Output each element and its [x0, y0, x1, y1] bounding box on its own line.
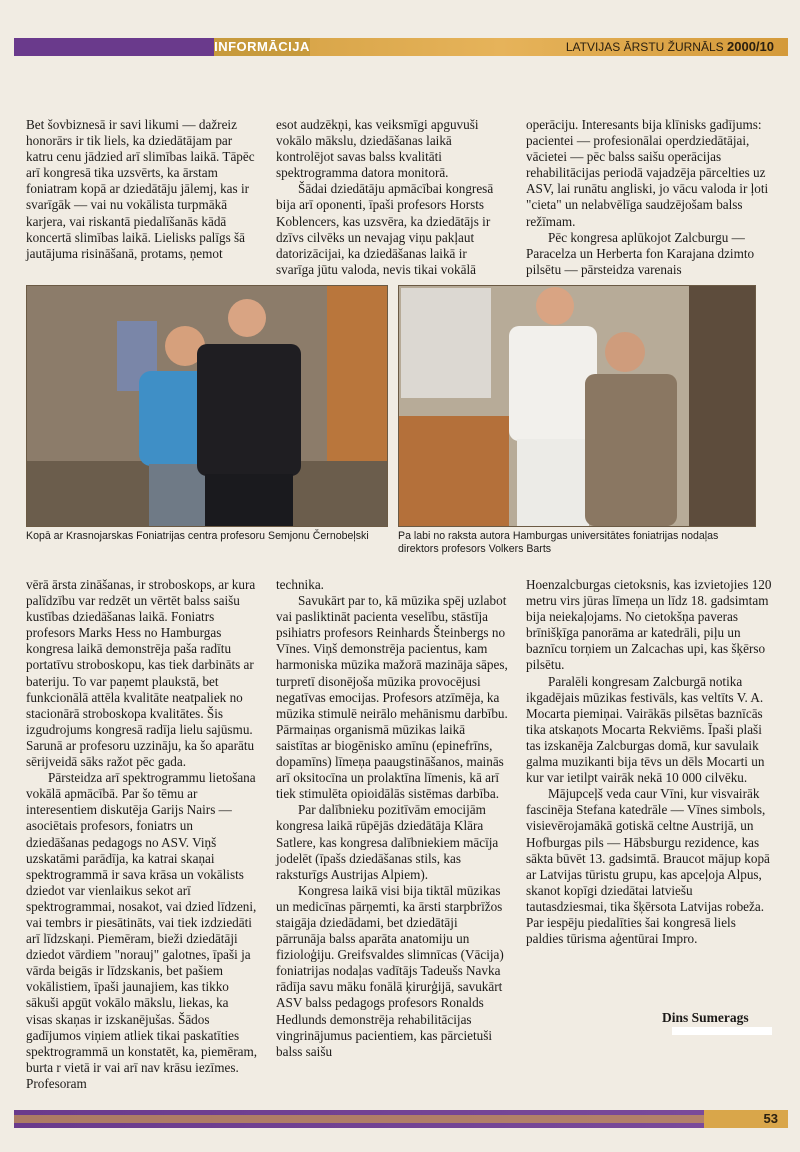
photo-left	[26, 285, 388, 527]
column-2-top	[276, 117, 508, 278]
paragraph: Pārsteidza arī spektrogrammu lietošana vokālā apmācībā. Par šo tēmu ar interesentiem diskutēja Garijs Nairs — asociētais profesors, foniatrs un dziedāšanas pedagogs no ASV. Viņš uzskatāmi parādīja, ka katrai skaņai spektrogrammā ir sava krāsa un vokālists dziedot var vienlaikus sekot arī spektrogrammai, nosakot, vai dzied līdzeni, vai tembrs ir piesātināts, vai tiek izdziedāti arī līdzskaņi. Piemēram, bieži dziedātāji dziedot vārdiem "norauj" galotnes, īpaši ja vārda beigās ir līdzskanis, bet pašiem vokālistiem, īpaši jaunajiem, kas tikko sākuši apgūt vokālo mākslu, liekas, ka visas skaņas ir izskanējušas. Šādos gadījumos viņiem atliek tikai paskatīties spektrogrammā un konstatēt, ka, piemēram, burta r vietā ir vai arī nav krāsu iezīmes. Profesoram	[26, 770, 258, 1091]
page-footer	[0, 1110, 800, 1128]
photo-caption-left: Kopā ar Krasnojarskas Foniatrijas centra profesoru Semjonu Černobeļski	[26, 530, 369, 542]
column-1-top	[26, 117, 258, 262]
paragraph: esot audzēkņi, kas veiksmīgi apguvuši vokālo mākslu, dziedāšanas laikā kontrolējot savas balss kvalitāti spektrogramma datora monitorā.	[276, 117, 479, 181]
paragraph: technika.	[276, 577, 324, 592]
photo-caption-right: Pa labi no raksta autora Hamburgas universitātes foniatrijas nodaļas direktors profesors Volkers Barts	[398, 530, 719, 555]
header-accent-bar	[14, 38, 214, 56]
author-signature: Dins Sumerags	[662, 1010, 749, 1025]
paragraph: Par dalībnieku pozitīvām emocijām kongresa laikā rūpējās dziedātāja Klāra Satlere, kas kongresa dalībniekiem mācīja jodelēt (īpašs dziedāšanas stils, kas raksturīgs Austrijas Alpiem).	[276, 802, 499, 882]
paragraph: Bet šovbiznesā ir savi likumi — dažreiz honorārs ir tik liels, ka dziedātājam par katru cenu jādzied arī slimības laikā. Tāpēc arī kongresā tika uzsvērts, ka ārstam foniatram kopā ar dziedātāju jālemj, kas ir svarīgāk — vai nu vokālista turpmākā karjera, vai riskantā piedalīšanās kādā koncertā slimības laikā. Lielisks palīgs šā jautājuma risināšanā, protams, ņemot	[26, 117, 255, 261]
page-header	[0, 38, 800, 56]
paragraph: operāciju. Interesants bija klīnisks gadījums: pacientei — profesionālai operdziedātājai, vācietei — pēc balss saišu operācijas rehabilitācijas periodā vajadzēja pārcelties uz ASV, lai runātu angliski, jo vācu valoda ir ļoti "cieta" un nelabvēlīga saudzējošam balss režīmam.	[526, 117, 769, 229]
paragraph: Savukārt par to, kā mūzika spēj uzlabot vai pasliktināt pacienta veselību, stāstīja psihiatrs profesors Reinhards Šteinbergs no Vīnes. Viņš demonstrēja pacientus, kam harmoniska mūzika mažorā mazināja sāpes, turpretī disonējoša mūzika provocējusi negatīvas emocijas. Profesors atzīmēja, ka mūzika stimulē neirālo mehānismu darbību. Pārmaiņas organismā mūzikas laikā saistītas ar biogēnisko amīnu (epinefrīns, dopamīns) līmeņa paaugstināšanos, mainās arī oksitocīna un prolaktīna līmenis, kā arī tiek stimulēta opioidālās sistēmas darbība.	[276, 593, 508, 802]
column-3-bottom	[526, 577, 776, 947]
column-2-bottom	[276, 577, 508, 1060]
paragraph: Kongresa laikā visi bija tiktāl mūzikas un medicīnas pārņemti, ka ārsti starpbrīžos staigāja dziedādami, bet dziedātāji pārrunāja balss aparāta anatomiju un fizioloģiju. Greifsvaldes slimnīcas (Vācija) foniatrijas nodaļas vadītājs Tadeušs Navka rādīja savu māku fonālā ķirurģijā, savukārt ASV balss pedagogs profesors Ronalds Hedlunds demonstrēja rehabilitācijas vingrinājumus pacientiem, kas pārcietuši balss saišu	[276, 882, 504, 1059]
paragraph: Paralēli kongresam Zalcburgā notika ikgadējais mūzikas festivāls, kas veltīts V. A. Mocarta piemiņai. Vairākās pilsētas baznīcās tika atskaņots Mocarta Rekviēms. Īpaši plaši tas izskanēja Zalcburgas domā, kur savulaik galma muzikanti bija tēvs un dēls Mocarti un kur var ietilpt vairāk nekā 10 000 cilvēku.	[526, 673, 765, 786]
photo-right-illustration	[399, 286, 755, 526]
journal-issue: 2000/10	[727, 39, 774, 54]
paragraph: vērā ārsta zināšanas, ir stroboskops, ar kura palīdzību var redzēt un vērtēt balss saišu kustības dziedāšanas laikā. Foniatrs profesors Marks Hess no Hamburgas kongresa laikā demonstrēja paša radītu portatīvu stroboskopu, kas tiek darbināts ar bateriju. To var paņemt plaukstā, bet funkcionālā attēla kvalitāte neatpaliek no stacionārā stroboskopa kvalitātes. Šis izgudrojums kongresā radīja lielu sajūsmu. Sarunā ar profesoru uzzināju, ka šo aparātu sērijveidā sāks ražot pēc gada.	[26, 577, 256, 770]
column-3-top	[526, 117, 776, 278]
column-1-bottom	[26, 577, 258, 1092]
section-title: INFORMĀCIJA	[214, 39, 310, 54]
journal-name	[566, 38, 774, 56]
header-bar	[310, 38, 788, 56]
paragraph: Mājupceļš veda caur Vīni, kur visvairāk fascinēja Stefana katedrāle — Vīnes simbols, visievērojamākā gotiskā celtne Austrijā, un Hofburgas pils — Hābsburgu rezidence, kas sākta būvēt 13. gadsimtā. Braucot mājup kopā ar Latvijas tūristu grupu, kas apceļoja Alpus, skanot kopīgi dziedātai latviešu tautasdziesmai, tika šķērsota Latvijas robeža. Par iespēju piedalīties šai kongresā liels paldies tūrisma aģentūrai Impro.	[526, 786, 770, 947]
photo-right	[398, 285, 756, 527]
paragraph: Hoenzalcburgas cietoksnis, kas izvietojies 120 metru virs jūras līmeņa un līdz 18. gadsimtam bija neiekaļojams. No cietokšņa paveras brīnišķīga panorāma ar katedrāli, piļu un baznīcu torņiem un Zalcachas upi, kas šķērso pilsētu.	[526, 577, 772, 673]
page-number: 53	[704, 1110, 788, 1128]
journal-title: LATVIJAS ĀRSTU ŽURNĀLS	[565, 40, 724, 54]
paragraph: Pēc kongresa aplūkojot Zalcburgu — Paracelza un Herberta fon Karajana dzimto pilsētu — pārsteidza varenais	[526, 229, 755, 277]
footer-stripe	[14, 1115, 704, 1123]
photo-left-illustration	[27, 286, 387, 526]
signature-underline	[672, 1027, 772, 1035]
paragraph: Šādai dziedātāju apmācībai kongresā bija arī oponenti, īpaši profesors Horsts Koblencers, kas uzsvēra, ka dziedātājs ir dzīvs cilvēks un nevajag viņu pakļaut datorizācijai, ka dziedāšanas laikā ir svarīga jūtu valoda, nevis tikai vokālā	[276, 181, 494, 277]
